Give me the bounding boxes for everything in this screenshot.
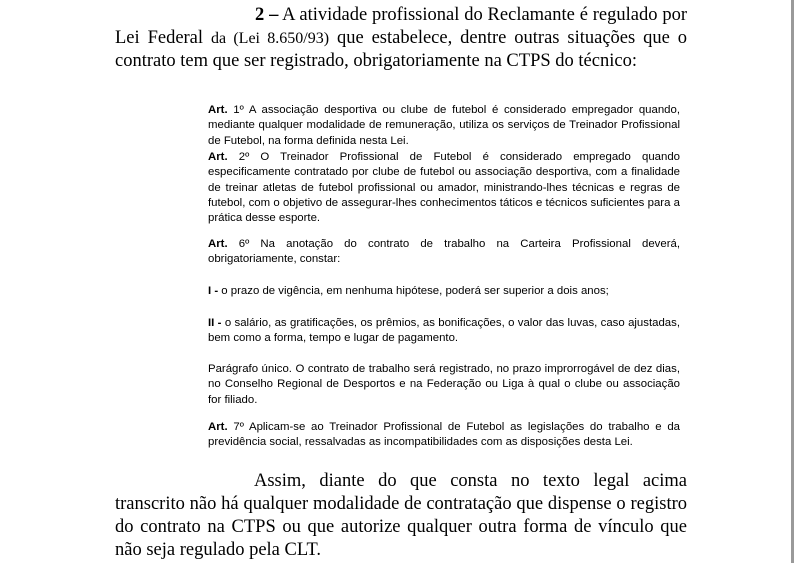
quote-label: I - (208, 285, 219, 297)
quote-paragrafo-unico (208, 362, 680, 408)
quote-art-6 (208, 237, 680, 268)
quote-text: o prazo de vigência, em nenhuma hipótese, poderá ser superior a dois anos; (218, 285, 609, 297)
quote-label: Art. (208, 151, 228, 163)
intro-lead: A atividade profissional do Reclamante é regulado por Lei Federal (115, 5, 688, 48)
quote-text: 7º Aplicam-se ao Treinador Profissional de Futebol as legislações do trabalho e da previdência social, ressalvadas as incompatibilidades com as disposições desta Lei. (208, 421, 680, 449)
quote-label: Art. (208, 238, 228, 250)
quote-text: Parágrafo único. O contrato de trabalho será registrado, no prazo improrrogável de dez dias, no Conselho Regional de Desportos e na Federação ou Liga à qual o clube ou associação for filiado. (208, 363, 680, 406)
law-reference: da (Lei 8.650/93) (210, 30, 330, 47)
conclusion-text: Assim, diante do que consta no texto legal acima transcrito não há qualquer modalidade de contratação que dispense o registro do contrato na CTPS ou que autorize qualquer outra forma de vínculo que não seja regulado pela CLT. (115, 471, 687, 560)
quote-item-ii (208, 316, 680, 347)
quote-item-i (208, 284, 680, 299)
quote-text: 6º Na anotação do contrato de trabalho na Carteira Profissional deverá, obrigatoriamente, constar: (208, 238, 680, 266)
conclusion-paragraph (115, 470, 687, 562)
intro-paragraph (115, 4, 687, 73)
intro-rest: que estabelece, dentre outras situações que o contrato tem que ser registrado, obrigatoriamente na CTPS do técnico: (115, 28, 687, 71)
quote-art-2 (208, 150, 680, 226)
quote-art-1 (208, 103, 680, 149)
item-number: 2 – (255, 5, 279, 25)
quote-text: 2º O Treinador Profissional de Futebol é considerado empregado quando especificamente contratado por clube de futebol ou associação desportiva, com a finalidade de treinar atletas de futebol profissional ou amador, ministrando-lhes técnicas e regras de futebol, com o objetivo de assegurar-lhes conhecimentos táticos e técnicos suficientes para a prática desse esporte. (208, 151, 680, 225)
quote-text: o salário, as gratificações, os prêmios, as bonificações, o valor das luvas, caso ajustadas, bem como a forma, tempo e lugar de pagamento. (208, 317, 680, 345)
quote-label: Art. (208, 421, 228, 433)
quote-art-7 (208, 420, 680, 451)
quote-text: 1º A associação desportiva ou clube de futebol é considerado empregador quando, mediante qualquer modalidade de remuneração, utiliza os serviços de Treinador Profissional de Futebol, na forma definida nesta Lei. (208, 104, 680, 147)
quote-label: II - (208, 317, 222, 329)
quote-label: Art. (208, 104, 228, 116)
